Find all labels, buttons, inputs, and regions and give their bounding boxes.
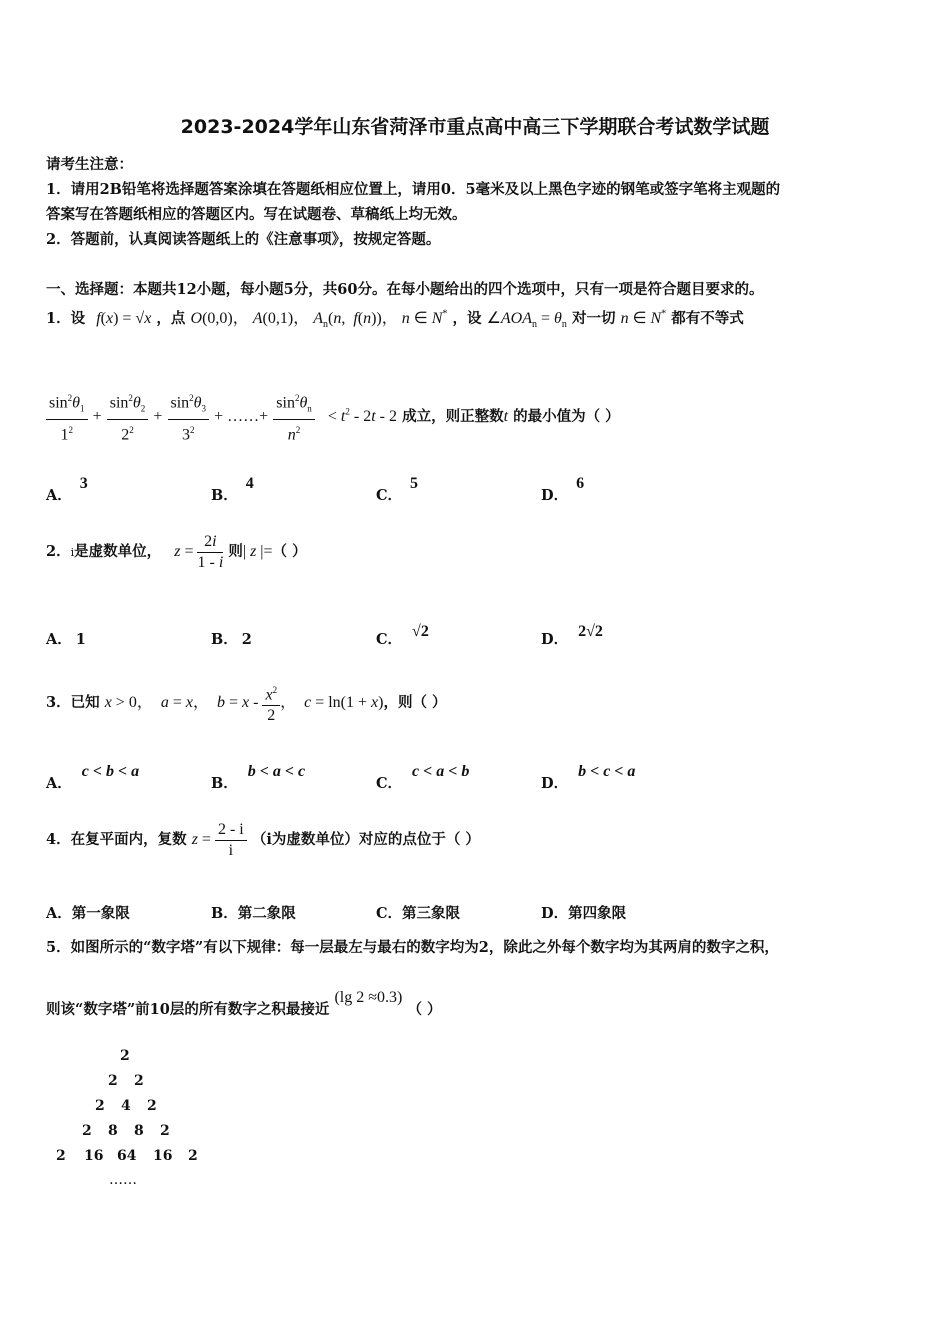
q4-number: 4．在复平面内，复数 bbox=[46, 831, 187, 849]
tower-number: 2 bbox=[108, 1073, 118, 1089]
q1-number: 1．设 bbox=[46, 310, 86, 327]
tower-number: 16 bbox=[84, 1148, 104, 1164]
q1-formula-angle: $\angle AOA_n = \theta_n$ bbox=[486, 310, 567, 331]
q3-number: 3．已知 bbox=[46, 693, 100, 711]
q1-hold-text: 成立，则正整数 bbox=[402, 407, 504, 425]
q4-option-d[interactable]: D．第四象限 bbox=[541, 905, 627, 922]
q1-point-text: ，点 bbox=[156, 310, 186, 327]
tower-number: 2 bbox=[95, 1098, 105, 1114]
q1-all-text: 对一切 bbox=[572, 310, 616, 327]
q1-frac-2: $\frac{\sin^2\theta_2}{2^2}$ bbox=[107, 388, 149, 445]
q4-option-a[interactable]: A．第一象限 bbox=[46, 905, 130, 922]
tower-number: 2 bbox=[120, 1048, 130, 1064]
tower-number: 2 bbox=[147, 1098, 157, 1114]
q1-rhs: < $t^2 - 2t - 2$ bbox=[327, 406, 397, 425]
tower-number: 8 bbox=[108, 1123, 118, 1139]
tower-number: 8 bbox=[134, 1123, 144, 1139]
tower-number: 2 bbox=[82, 1123, 92, 1139]
question-3 bbox=[46, 680, 447, 726]
tower-number: 2 bbox=[134, 1073, 144, 1089]
q2-i: i bbox=[70, 546, 75, 560]
q2-option-d[interactable]: D． 2√2 bbox=[541, 623, 603, 648]
q1-option-b[interactable]: B．4 bbox=[211, 475, 254, 504]
q5-line-1: 5．如图所示的“数字塔”有以下规律：每一层最左与最右的数字均为2，除此之外每个数字均为其两肩的数字之积， bbox=[46, 939, 779, 956]
q2-option-a[interactable]: A． 1 bbox=[46, 631, 86, 648]
q2-option-b[interactable]: B． 2 bbox=[211, 631, 252, 648]
q5-line-2 bbox=[46, 989, 442, 1019]
q3-option-c[interactable]: C．c < a < b bbox=[376, 763, 470, 792]
q5-paren: （ ） bbox=[407, 1001, 442, 1018]
tower-ellipsis: …… bbox=[109, 1172, 137, 1188]
q1-option-c[interactable]: C．5 bbox=[376, 475, 419, 504]
tower-number: 16 bbox=[153, 1148, 173, 1164]
q4-text: （i为虚数单位）对应的点位于（ ） bbox=[251, 831, 480, 849]
notice-line-1b: 答案写在答题纸相应的答题区内。写在试题卷、草稿纸上均无效。 bbox=[46, 206, 467, 223]
q3-text-end: ，则（ ） bbox=[383, 693, 447, 711]
question-1-line-2: $\frac{\sin^2\theta_1}{1^2}$ + $\frac{\sin^2\theta_2}{2^2}$ + $\frac{\sin^2\theta_3}{3^2}$ + ……+ $\frac{\sin^2\theta_n}{n^2}$ < $t^2 - 2t - 2$ 成立，则正整数t 的最小值为（ ） bbox=[46, 388, 620, 445]
tower-number: 2 bbox=[56, 1148, 66, 1164]
q2-formula: z = $\frac{2i}{1 - i}$ bbox=[174, 533, 224, 571]
q1-min-text: 的最小值为（ ） bbox=[513, 407, 620, 425]
q5-hint: (lg 2 ≈0.3) bbox=[334, 989, 403, 1006]
section-heading: 一、选择题：本题共12小题，每小题5分，共60分。在每小题给出的四个选项中，只有一项是符合题目要求的。 bbox=[46, 281, 764, 298]
q1-formula-n: n ∈ N* bbox=[620, 308, 667, 327]
notice-line-1: 1．请用2B铅笔将选择题答案涂填在答题纸相应位置上，请用0．5毫米及以上黑色字迹的钢笔或签字笔将主观题的 bbox=[46, 181, 781, 198]
q1-formula-points: O(0,0)， A(0,1)， $A_n(n$, f(n))， n ∈ N* bbox=[190, 308, 448, 331]
question-2: 2．i是虚数单位， z = $\frac{2i}{1 - i}$ 则| z |=（ ） bbox=[46, 533, 307, 571]
q1-option-a[interactable]: A．3 bbox=[46, 475, 88, 504]
q3-option-d[interactable]: D．b < c < a bbox=[541, 763, 636, 792]
question-1-line-1: 1．设 f(x) = √x ，点 O(0,0)， A(0,1)， $A_n(n$, f(n))， n ∈ N* ，设 $\angle AOA_n = \theta_n$ 对一切 n ∈ N* 都有不等式 bbox=[46, 308, 744, 331]
tower-number: 2 bbox=[188, 1148, 198, 1164]
q1-frac-n: $\frac{\sin^2\theta_n}{n^2}$ bbox=[273, 388, 315, 445]
q2-option-c[interactable]: C． √2 bbox=[376, 623, 429, 648]
q1-set-text: ，设 bbox=[452, 310, 482, 327]
q4-option-b[interactable]: B．第二象限 bbox=[211, 905, 296, 922]
q3-formula: x > 0， a = x， b = x - $\frac{x^2}{2}$ ， c = ln(1 + x) bbox=[105, 694, 384, 711]
q1-option-d[interactable]: D．6 bbox=[541, 475, 585, 504]
tower-number: 64 bbox=[117, 1148, 137, 1164]
notice-line-2: 2．答题前，认真阅读答题纸上的《注意事项》，按规定答题。 bbox=[46, 231, 441, 248]
tower-number: 2 bbox=[160, 1123, 170, 1139]
tower-number: 4 bbox=[121, 1098, 131, 1114]
q1-frac-3: $\frac{\sin^2\theta_3}{3^2}$ bbox=[168, 388, 210, 445]
q4-option-c[interactable]: C．第三象限 bbox=[376, 905, 461, 922]
q3-option-b[interactable]: B．b < a < c bbox=[211, 763, 306, 792]
q1-ineq-text: 都有不等式 bbox=[671, 310, 744, 327]
q2-text-3: （ ） bbox=[272, 543, 307, 561]
q2-number: 2． bbox=[46, 543, 71, 561]
q4-formula: z = $\frac{2 - i}{i}$ bbox=[192, 831, 247, 848]
question-4 bbox=[46, 820, 480, 861]
page-title: 2023-2024学年山东省菏泽市重点高中高三下学期联合考试数学试题 bbox=[180, 116, 770, 138]
q2-text-2: 则 bbox=[228, 543, 243, 561]
q1-formula-f: f bbox=[96, 310, 101, 327]
q5-line-2-text: 则该“数字塔”前10层的所有数字之积最接近 bbox=[46, 1001, 330, 1018]
notice-heading: 请考生注意： bbox=[46, 156, 133, 173]
q1-frac-1: $\frac{\sin^2\theta_1}{1^2}$ bbox=[46, 388, 88, 445]
q3-option-a[interactable]: A．c < b < a bbox=[46, 763, 140, 792]
q2-text-1: 是虚数单位， bbox=[74, 543, 162, 561]
